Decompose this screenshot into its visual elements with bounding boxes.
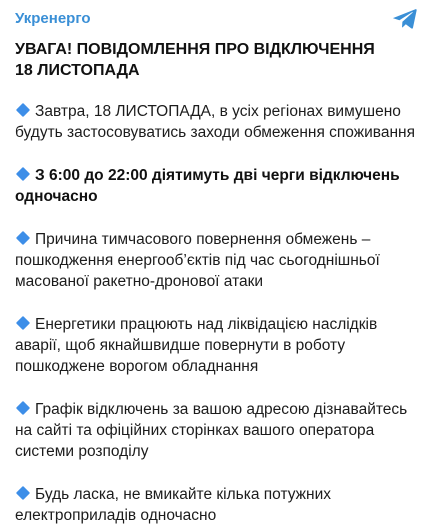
post-paragraph <box>15 314 416 377</box>
paragraph-text: Причина тимчасового повернення обмежень – пошкодження енергооб’єктів під час сьогоднішньої масованої ракетно-дронової атаки <box>15 231 380 290</box>
blue-diamond-icon <box>16 231 30 245</box>
post-paragraph <box>15 399 416 462</box>
blue-diamond-icon <box>16 401 30 415</box>
channel-name[interactable]: Укренерго <box>15 10 91 27</box>
post-paragraph <box>15 229 416 292</box>
post-paragraph <box>15 101 416 143</box>
paragraph-text: Будь ласка, не вмикайте кілька потужних електроприладів одночасно <box>15 486 331 524</box>
paragraph-text: З 6:00 до 22:00 діятимуть дві черги відключень одночасно <box>15 167 400 205</box>
blue-diamond-icon <box>16 316 30 330</box>
post-paragraph <box>15 484 416 526</box>
post-title: УВАГА! ПОВІДОМЛЕННЯ ПРО ВІДКЛЮЧЕННЯ 18 ЛИСТОПАДА <box>15 41 375 79</box>
paragraph-text: Завтра, 18 ЛИСТОПАДА, в усіх регіонах вимушено будуть застосовуватись заходи обмеження споживання <box>15 103 415 141</box>
paragraph-text: Енергетики працюють над ліквідацією наслідків аварії, щоб якнайшвидше повернути в роботу пошкоджене ворогом обладнання <box>15 316 378 375</box>
blue-diamond-icon <box>16 167 30 181</box>
telegram-icon[interactable] <box>393 8 417 30</box>
post-paragraph <box>15 165 416 207</box>
paragraph-text: Графік відключень за вашою адресою дізнавайтесь на сайті та офіційних сторінках вашого оператора системи розподілу <box>15 401 408 460</box>
blue-diamond-icon <box>16 486 30 500</box>
blue-diamond-icon <box>16 103 30 117</box>
